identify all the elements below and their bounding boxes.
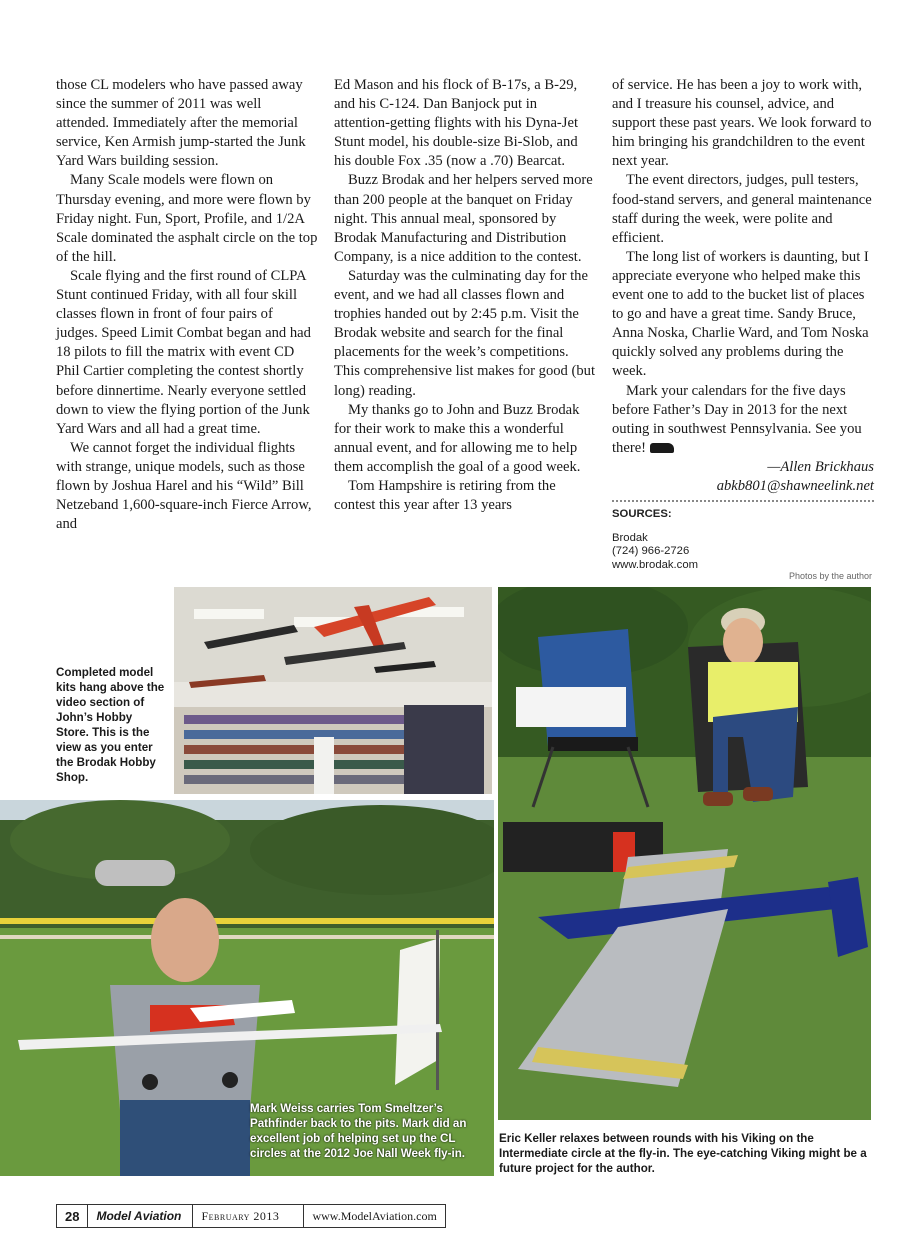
source-website[interactable]: www.brodak.com [612, 558, 699, 571]
paragraph: those CL modelers who have passed away since the summer of 2011 was well attended. Immediately after the memorial service, Ken Armish jump-started the Junk Yard Wars building session. [56, 77, 306, 170]
eric-keller-photo [498, 587, 871, 1120]
author-email: abkb801@shawneelink.net [716, 477, 874, 494]
paragraph: Saturday was the culminating day for the event, and we had all classes flown and trophies handed out by 2:45 p.m. Visit the Brodak website and search for the final placements for the week’s competitions. This comprehensive list makes for good (but long) reading. [334, 267, 596, 399]
paragraph-closing [612, 382, 874, 458]
hobby-store-photo [174, 587, 492, 794]
page-footer [56, 1204, 446, 1228]
magazine-name: Model Aviation [88, 1205, 193, 1227]
article-column-1 [56, 76, 318, 534]
source-phone: (724) 966-2726 [612, 545, 690, 558]
sources-box [612, 500, 874, 572]
article-column-3 [612, 76, 874, 496]
sources-heading: SOURCES: [612, 508, 672, 520]
paragraph: Buzz Brodak and her helpers served more than 200 people at the banquet on Friday night. This annual meal, sponsored by Brodak Manufacturing and Distribution Company, is a nice addition to the contest. [334, 172, 593, 265]
paragraph: of service. He has been a joy to work with, and I treasure his counsel, advice, and support these past years. We look forward to him bringing his grandchildren to the event next year. [612, 77, 872, 170]
issue-date: February 2013 [193, 1205, 304, 1227]
author-name: —Allen Brickhaus [767, 458, 874, 475]
paragraph: We cannot forget the individual flights with strange, unique models, such as those flown by Joshua Harel and his “Wild” Bill Netzeband 1,600-square-inch Fierce Arrow, and [56, 439, 312, 533]
caption-eric-keller: Eric Keller relaxes between rounds with his Viking on the Intermediate circle at the fly-in. The eye-catching Viking might be a future project for the author. [499, 1132, 867, 1175]
paragraph: Tom Hampshire is retiring from the contest this year after 13 years [334, 477, 556, 514]
caption-mark-weiss: Mark Weiss carries Tom Smeltzer’s Pathfinder back to the pits. Mark did an excellent job of helping set up the CL circles at the 2012 Joe Nall Week fly-in. [250, 1102, 467, 1160]
closing-text: Mark your calendars for the five days before Father’s Day in 2013 for the next outing in southwest Pennsylvania. See you there! [612, 382, 862, 456]
end-mark-icon [650, 443, 674, 453]
source-company: Brodak [612, 531, 648, 544]
footer-website[interactable]: www.ModelAviation.com [312, 1208, 437, 1223]
article-column-2 [334, 76, 596, 515]
photo-credit: Photos by the author [788, 571, 872, 581]
paragraph: The long list of workers is daunting, but I appreciate everyone who helped make this event one to add to the bucket list of places to go and have a great time. Sandy Bruce, Anna Noska, Charlie Ward, and Tom Noska quickly solved any problems during the week. [612, 248, 869, 380]
paragraph: Ed Mason and his flock of B-17s, a B-29, and his C-124. Dan Banjock put in attention-getting flights with his Dyna-Jet Stunt model, his double-size Bi-Slob, and his double Fox .35 (now a .70) Bearcat. [334, 77, 579, 170]
paragraph: Many Scale models were flown on Thursday evening, and more were flown by Friday night. Fun, Sport, Profile, and 1/2A Scale dominated the asphalt circle on the top of the hill. [56, 172, 318, 265]
page-number: 28 [57, 1205, 88, 1227]
caption-hobby-store: Completed model kits hang above the video section of John’s Hobby Store. This is the view as you enter the Brodak Hobby Shop. [56, 666, 165, 784]
paragraph: My thanks go to John and Buzz Brodak for their work to make this a wonderful annual event, and for allowing me to help them accomplish the goal of a good week. [334, 401, 581, 475]
paragraph: Scale flying and the first round of CLPA Stunt continued Friday, with all four skill classes flown in front of four pairs of judges. Speed Limit Combat began and had 18 pilots to fill the matrix with event CD Phil Cartier completing the contest shortly before dinnertime. Nearly everyone settled down to view the flying portion of the Junk Yard Wars and all had a great time. [56, 267, 311, 437]
paragraph: The event directors, judges, pull testers, food-stand servers, and general maintenance staff during the week, were polite and efficient. [612, 172, 872, 246]
